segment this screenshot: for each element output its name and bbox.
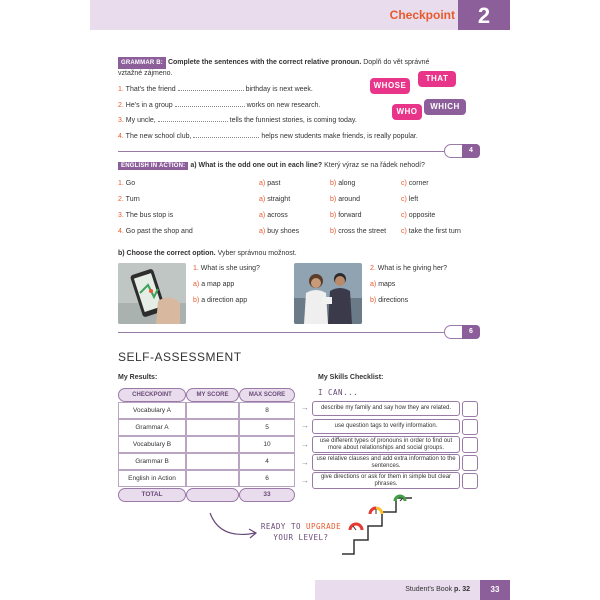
table-total-label: TOTAL <box>118 488 186 502</box>
answer-blank[interactable] <box>193 132 259 138</box>
skill-checkbox[interactable] <box>462 473 478 489</box>
skill-item: use relative clauses and add extra information to the sentences. <box>312 454 460 471</box>
footer-book-reference: Student's Book p. 32 <box>405 586 470 593</box>
grammar-sentence-3: 3. My uncle, tells the funniest stories, is coming today. <box>118 117 357 124</box>
grammar-sentence-4: 4. The new school club, helps new students make friends, is really popular. <box>118 133 418 140</box>
eia-row-4-c[interactable]: c) take the first turn <box>401 228 461 235</box>
table-header-max-score: MAX SCORE <box>239 388 295 402</box>
table-header-my-score: MY SCORE <box>186 388 239 402</box>
skill-checkbox[interactable] <box>462 437 478 453</box>
eia-part-b-instruction: b) Choose the correct option. Vyber správnou možnost. <box>118 250 297 257</box>
my-score-input[interactable] <box>186 419 239 436</box>
eia-row-4-b[interactable]: b) cross the street <box>330 228 387 235</box>
answer-blank[interactable] <box>158 116 228 122</box>
ready-to-upgrade-text: READY TO UPGRADE YOUR LEVEL? <box>260 522 342 542</box>
bubble-whose: WHOSE <box>370 78 410 94</box>
q2-option-a[interactable]: a) maps <box>370 281 396 288</box>
bubble-that: THAT <box>418 71 456 87</box>
max-score-tag: 4 <box>462 144 480 158</box>
q2-option-b[interactable]: b) directions <box>370 297 409 304</box>
grammar-sentence-2: 2. He's in a group works on new research. <box>118 102 321 109</box>
eia-row-2-item: 2. Turn <box>118 196 140 203</box>
skill-item: use question tags to verify information. <box>312 419 460 434</box>
section-divider <box>118 332 446 333</box>
table-row-name: Grammar A <box>118 419 186 436</box>
arrow-icon: → <box>301 458 309 467</box>
skill-checkbox[interactable] <box>462 455 478 471</box>
skill-item: give directions or ask for them in simple but clear phrases. <box>312 472 460 489</box>
skill-checkbox[interactable] <box>462 419 478 435</box>
eia-row-3-a[interactable]: a) across <box>259 212 288 219</box>
arrow-icon: → <box>301 440 309 449</box>
my-score-input[interactable] <box>186 402 239 419</box>
grammar-sentence-1: 1. That's the friend birthday is next week. <box>118 86 313 93</box>
arrow-icon: → <box>301 403 309 412</box>
eia-row-3-b[interactable]: b) forward <box>330 212 362 219</box>
table-row-name: English in Action <box>118 470 186 487</box>
bubble-who: WHO <box>392 104 422 120</box>
eia-row-3-item: 3. The bus stop is <box>118 212 174 219</box>
skills-checklist-label: My Skills Checklist: <box>318 374 384 381</box>
skill-item: describe my family and say how they are related. <box>312 401 460 416</box>
people-directions-photo <box>294 263 362 324</box>
eia-row-2-a[interactable]: a) straight <box>259 196 291 203</box>
bubble-which: WHICH <box>424 99 466 115</box>
section-divider <box>118 151 446 152</box>
table-row-max: 4 <box>239 453 295 470</box>
page-number: 33 <box>480 580 510 600</box>
total-score-input[interactable] <box>186 488 239 502</box>
my-score-input[interactable] <box>186 436 239 453</box>
grammar-badge: GRAMMAR B: <box>118 57 166 69</box>
table-row-name: Vocabulary B <box>118 436 186 453</box>
eia-row-4-item: 4. Go past the shop and <box>118 228 193 235</box>
max-score-tag: 6 <box>462 325 480 339</box>
grammar-instruction: GRAMMAR B: Complete the sentences with the correct relative pronoun. Doplň do vět správné vztažné zájmeno. <box>118 59 430 77</box>
eia-row-2-b[interactable]: b) around <box>330 196 360 203</box>
checkpoint-number: 2 <box>458 0 510 30</box>
i-can-label: I CAN... <box>318 388 359 397</box>
upgrade-stairs-icon <box>340 492 415 557</box>
eia-badge: ENGLISH IN ACTION: <box>118 162 188 170</box>
skill-checkbox[interactable] <box>462 401 478 417</box>
phone-map-photo <box>118 263 186 324</box>
eia-row-3-c[interactable]: c) opposite <box>401 212 436 219</box>
my-score-input[interactable] <box>186 470 239 487</box>
q2-text: 2. What is he giving her? <box>370 265 448 272</box>
eia-row-4-a[interactable]: a) buy shoes <box>259 228 300 235</box>
q1-text: 1. What is she using? <box>193 265 260 272</box>
my-results-label: My Results: <box>118 374 158 381</box>
q1-option-a[interactable]: a) a map app <box>193 281 235 288</box>
arrow-icon: → <box>301 476 309 485</box>
eia-instruction: ENGLISH IN ACTION: a) What is the odd one out in each line? Který výraz se na řádek nehodí? <box>118 162 458 170</box>
table-header-checkpoint: CHECKPOINT <box>118 388 186 402</box>
eia-row-1-b[interactable]: b) along <box>330 180 356 187</box>
table-row-max: 8 <box>239 402 295 419</box>
table-row-name: Vocabulary A <box>118 402 186 419</box>
eia-row-1-a[interactable]: a) past <box>259 180 281 187</box>
eia-row-1-c[interactable]: c) corner <box>401 180 429 187</box>
arrow-icon: → <box>301 421 309 430</box>
table-row-max: 10 <box>239 436 295 453</box>
answer-blank[interactable] <box>178 85 244 91</box>
my-score-input[interactable] <box>186 453 239 470</box>
q1-option-b[interactable]: b) a direction app <box>193 297 248 304</box>
self-assessment-title: SELF-ASSESSMENT <box>118 350 242 364</box>
eia-row-1-item: 1. Go <box>118 180 136 187</box>
answer-blank[interactable] <box>175 101 245 107</box>
table-row-max: 5 <box>239 419 295 436</box>
page-title: Checkpoint <box>389 8 455 22</box>
table-row-max: 6 <box>239 470 295 487</box>
table-row-name: Grammar B <box>118 453 186 470</box>
eia-row-2-c[interactable]: c) left <box>401 196 419 203</box>
table-total-max: 33 <box>239 488 295 502</box>
skill-item: use different types of pronouns in order to find out more about relationships and social groups. <box>312 436 460 453</box>
